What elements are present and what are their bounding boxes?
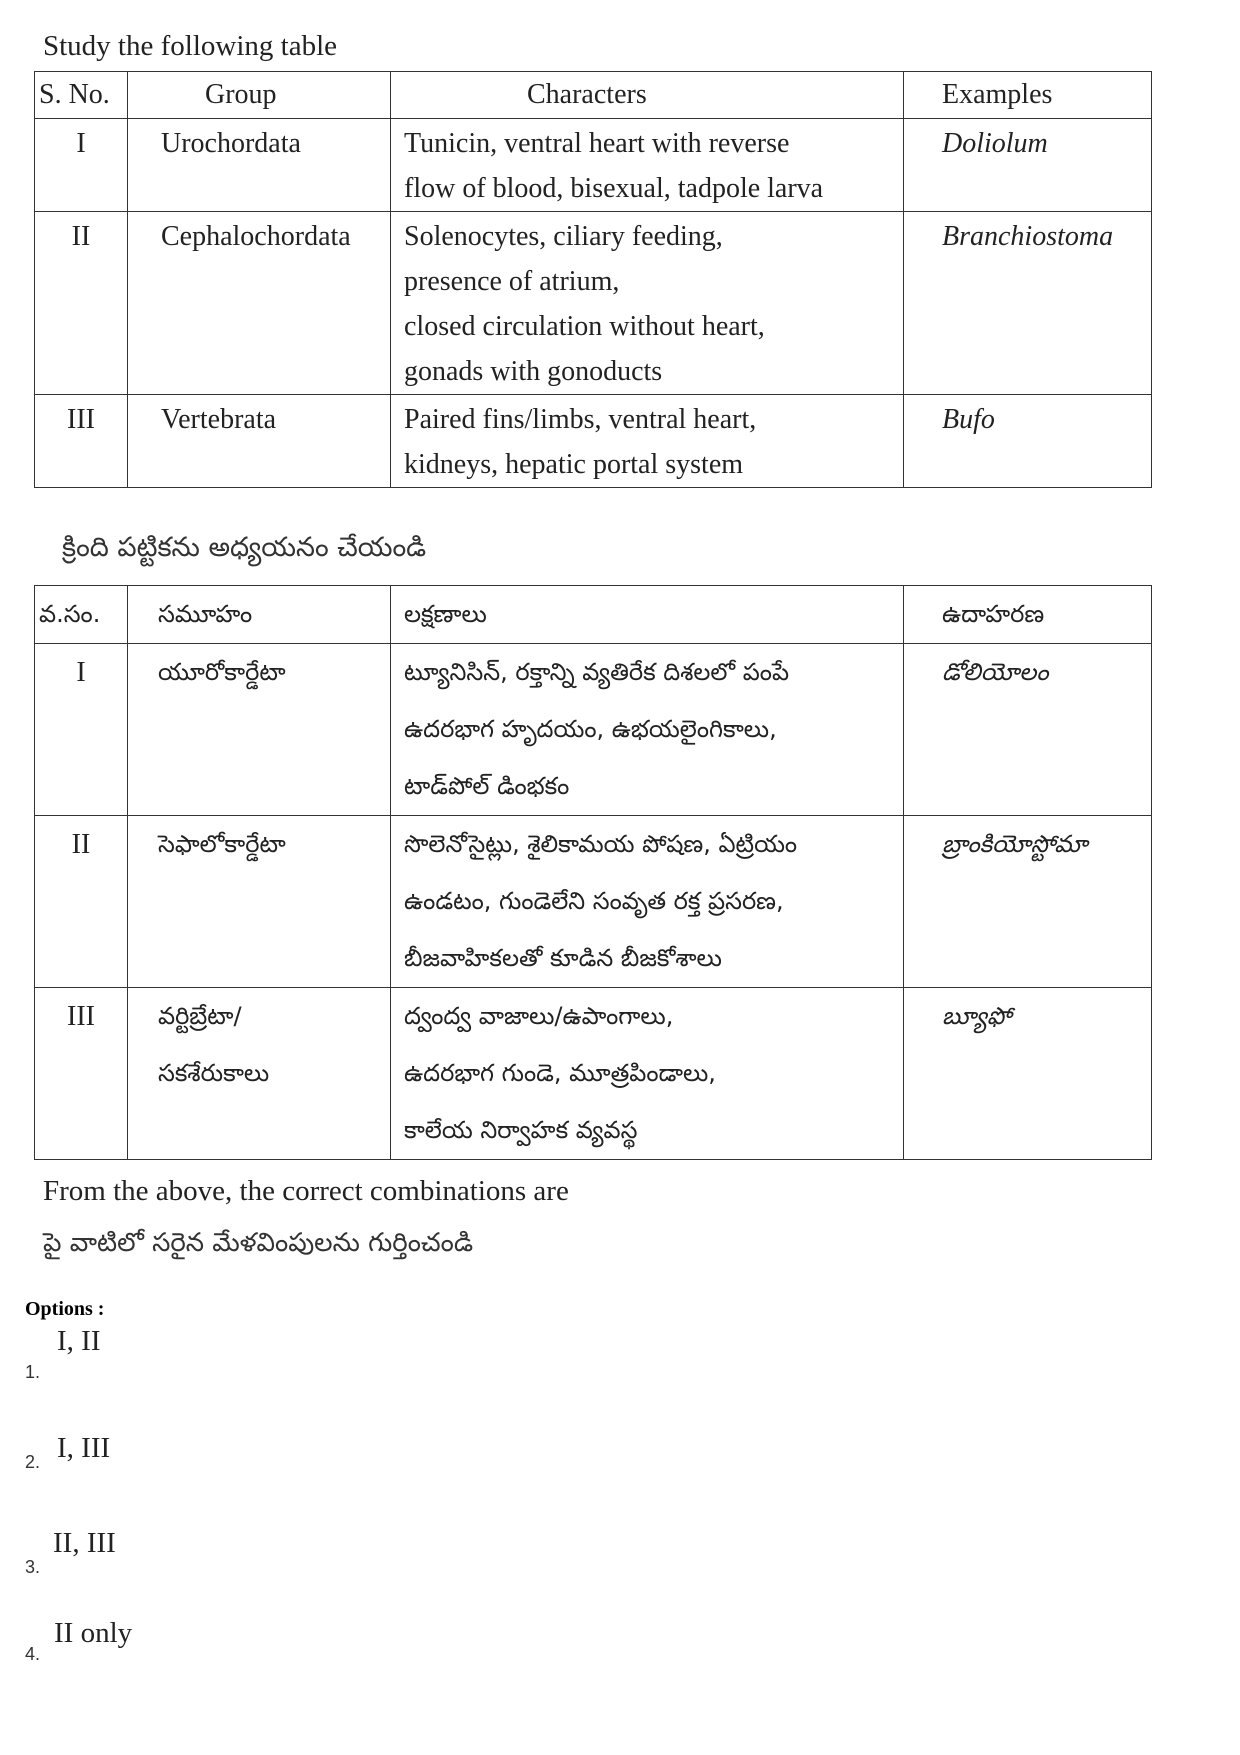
characters-line: బీజవాహికలతో కూడిన బీజకోశాలు — [404, 944, 722, 972]
characters-line: కాలేయ నిర్వాహక వ్యవస్థ — [404, 1116, 638, 1144]
characters-line: Solenocytes, ciliary feeding, — [404, 221, 723, 252]
characters-line: సొలెనోసైట్లు, శైలికామయ పోషణ, ఏట్రియం — [404, 830, 798, 858]
table-row — [35, 644, 1152, 816]
cell-characters — [391, 212, 904, 395]
header-examples: ఉదాహరణ — [904, 586, 1152, 644]
characters-line: closed circulation without heart, — [404, 311, 765, 342]
cell-example: Doliolum — [904, 119, 1152, 212]
option-2[interactable] — [25, 1432, 325, 1492]
cell-group: సెఫాలోకార్డేటా — [128, 816, 391, 988]
telugu-table — [34, 585, 1152, 1160]
cell-sno: III — [35, 395, 128, 488]
cell-characters — [391, 988, 904, 1160]
cell-example: Bufo — [904, 395, 1152, 488]
table-header-row — [35, 72, 1152, 119]
characters-line: flow of blood, bisexual, tadpole larva — [404, 173, 824, 204]
header-characters: Characters — [391, 72, 904, 119]
instruction-english: Study the following table — [43, 30, 337, 62]
option-3[interactable] — [25, 1527, 325, 1587]
group-line: వర్టిబ్రేటా/ — [158, 1002, 242, 1030]
option-number: 3. — [25, 1557, 41, 1577]
cell-sno: II — [35, 212, 128, 395]
characters-line: ట్యూనిసిన్, రక్తాన్ని వ్యతిరేక దిశలలో పంపే — [404, 658, 790, 686]
characters-line: gonads with gonoducts — [404, 356, 663, 387]
cell-group: Vertebrata — [128, 395, 391, 488]
option-text: I, II — [57, 1325, 101, 1357]
cell-characters — [391, 395, 904, 488]
characters-line: ద్వంద్వ వాజాలు/ఉపాంగాలు, — [404, 1002, 674, 1030]
cell-characters — [391, 644, 904, 816]
characters-line: ఉదరభాగ గుండె, మూత్రపిండాలు, — [404, 1059, 716, 1087]
option-text: II, III — [53, 1527, 116, 1559]
cell-sno: II — [35, 816, 128, 988]
question-english: From the above, the correct combinations are — [43, 1175, 569, 1207]
characters-line: ఉదరభాగ హృదయం, ఉభయలైంగికాలు, — [404, 715, 777, 743]
option-4[interactable] — [25, 1617, 325, 1677]
options-heading: Options : — [25, 1298, 105, 1320]
header-group: Group — [128, 72, 391, 119]
cell-example: బ్యూఫో — [904, 988, 1152, 1160]
option-text: II only — [54, 1617, 133, 1649]
cell-sno: III — [35, 988, 128, 1160]
cell-group — [128, 988, 391, 1160]
table-row — [35, 816, 1152, 988]
cell-sno: I — [35, 119, 128, 212]
characters-line: kidneys, hepatic portal system — [404, 449, 744, 480]
table-header-row — [35, 586, 1152, 644]
cell-example: బ్రాంకియోస్టోమా — [904, 816, 1152, 988]
cell-group: Cephalochordata — [128, 212, 391, 395]
characters-line: Tunicin, ventral heart with reverse — [404, 128, 790, 159]
cell-group: యూరోకార్డేటా — [128, 644, 391, 816]
option-text: I, III — [57, 1432, 111, 1464]
option-number: 1. — [25, 1362, 41, 1382]
characters-line: టాడ్‌పోల్ డింభకం — [404, 772, 570, 800]
english-table — [34, 71, 1152, 488]
question-telugu: పై వాటిలో సరైన మేళవింపులను గుర్తించండి — [43, 1228, 474, 1258]
header-characters: లక్షణాలు — [391, 586, 904, 644]
header-sno: S. No. — [35, 72, 128, 119]
cell-characters — [391, 816, 904, 988]
option-number: 2. — [25, 1452, 41, 1472]
cell-example: Branchiostoma — [904, 212, 1152, 395]
table-row — [35, 212, 1152, 395]
cell-characters — [391, 119, 904, 212]
characters-line: ఉండటం, గుండెలేని సంవృత రక్త ప్రసరణ, — [404, 887, 784, 915]
cell-sno: I — [35, 644, 128, 816]
header-sno: వ.సం. — [35, 586, 128, 644]
group-line: సకశేరుకాలు — [158, 1059, 270, 1087]
table-row — [35, 988, 1152, 1160]
characters-line: presence of atrium, — [404, 266, 620, 297]
option-1[interactable] — [25, 1325, 325, 1385]
header-examples: Examples — [904, 72, 1152, 119]
cell-example: డోలియోలం — [904, 644, 1152, 816]
option-number: 4. — [25, 1644, 41, 1664]
header-group: సమూహం — [128, 586, 391, 644]
instruction-telugu: క్రింది పట్టికను అధ్యయనం చేయండి — [62, 532, 427, 563]
table-row — [35, 395, 1152, 488]
table-row — [35, 119, 1152, 212]
characters-line: Paired fins/limbs, ventral heart, — [404, 404, 757, 435]
cell-group: Urochordata — [128, 119, 391, 212]
